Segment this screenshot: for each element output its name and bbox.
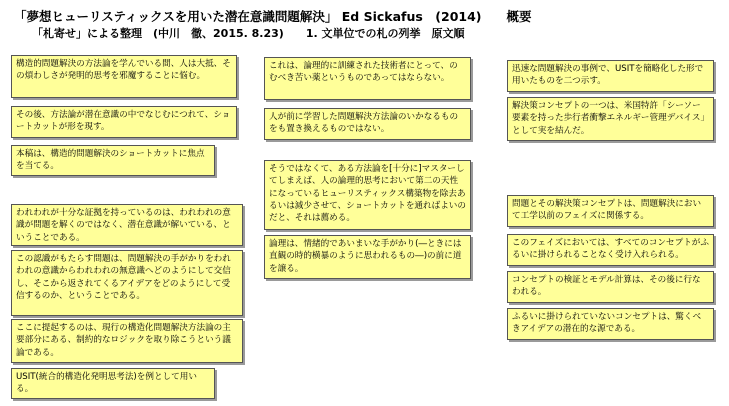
note-card-text: この認識がもたらす問題は、問題解決の手がかりをわれわれの意識からわれわれの無意識へどのようにして交信し、そこから返されてくるアイデアをどのようにして受信するのか、ということである。 <box>16 254 231 301</box>
note-card[interactable] <box>507 271 714 303</box>
note-card-text: その後、方法論が潜在意識の中でなじむにつれて、ショートカットが形を現す。 <box>16 110 231 133</box>
note-card-text: われわれが十分な証拠を持っているのは、われわれの意識が問題を解くのではなく、潜在意識が解いている、ということである。 <box>16 208 231 243</box>
note-card-text: USIT(統合的構造化発明思考法)を例として用いる。 <box>16 372 197 395</box>
note-card-text: 迅速な問題解決の事例で、USITを簡略化した形で用いたものを二つ示す。 <box>512 64 704 87</box>
document-title: 「夢想ヒューリスティックスを用いた潜在意識問題解決」 Ed Sickafus (2014) 概要 <box>14 9 532 24</box>
note-card[interactable] <box>11 368 215 399</box>
note-card-text: ふるいに掛けられていないコンセプトは、驚くべきアイデアの潜在的な源である。 <box>512 312 702 335</box>
note-card[interactable] <box>264 57 471 100</box>
note-card-text: そうではなくて、ある方法論を[十分に]マスターしてしまえば、人の論理的思考において第二の天性になっているヒューリスティックス構築物を除去あるいは減少させて、ショートカットを通ればよいのだと、それは薦める。 <box>269 164 466 224</box>
note-card[interactable] <box>264 235 471 279</box>
note-card-text: 本稿は、構造的問題解決のショートカットに焦点を当てる。 <box>16 149 205 172</box>
note-card-text: これは、論理的に訓練された技術者にとって、のむべき苦い薬というものであってはならない。 <box>269 61 458 84</box>
note-card-text: 問題とその解決策コンセプトは、問題解決において工学以前のフェイズに関係する。 <box>512 199 702 222</box>
note-card[interactable] <box>507 97 714 141</box>
note-card[interactable] <box>11 250 243 316</box>
note-card[interactable] <box>507 60 714 92</box>
note-card-text: このフェイズにおいては、すべてのコンセプトがふるいに掛けられることなく受け入れられる。 <box>512 238 709 261</box>
note-card-text: 構造的問題解決の方法論を学んでいる間、人は大抵、その煩わしさが発明的思考を邪魔することに悩む。 <box>16 59 231 82</box>
note-card[interactable] <box>264 160 471 230</box>
note-card[interactable] <box>507 234 714 266</box>
document-subtitle: 「札寄せ」による整理 (中川 徹、2015. 8.23) 1. 文単位での札の列挙 原文順 <box>32 27 465 40</box>
note-card[interactable] <box>11 319 243 363</box>
note-card-text: 論理は、情緒的であいまいな手がかり(―ときには直観の時的横暴のように思われるもの―)の前に道を譲る。 <box>269 239 462 274</box>
note-card-text: 人が前に学習した問題解決方法論のいかなるものをも置き換えるものではない。 <box>269 112 459 135</box>
note-card[interactable] <box>264 108 471 140</box>
note-card[interactable] <box>11 145 215 176</box>
note-card[interactable] <box>11 204 243 246</box>
note-card[interactable] <box>11 106 237 138</box>
note-card-text: 解決策コンセプトの一つは、米国特許「シーソー要素を持った歩行者衝撃エネルギー管理デバイス」として実を結んだ。 <box>512 101 705 136</box>
note-card[interactable] <box>11 55 237 98</box>
note-card-text: コンセプトの検証とモデル計算は、その後に行なわれる。 <box>512 275 701 298</box>
note-card-text: ここに提起するのは、現行の構造化問題解決方法論の主要部分にある、制約的なロジックを取り除こうという議論である。 <box>16 323 231 358</box>
note-card[interactable] <box>507 308 714 340</box>
note-card[interactable] <box>507 195 714 227</box>
